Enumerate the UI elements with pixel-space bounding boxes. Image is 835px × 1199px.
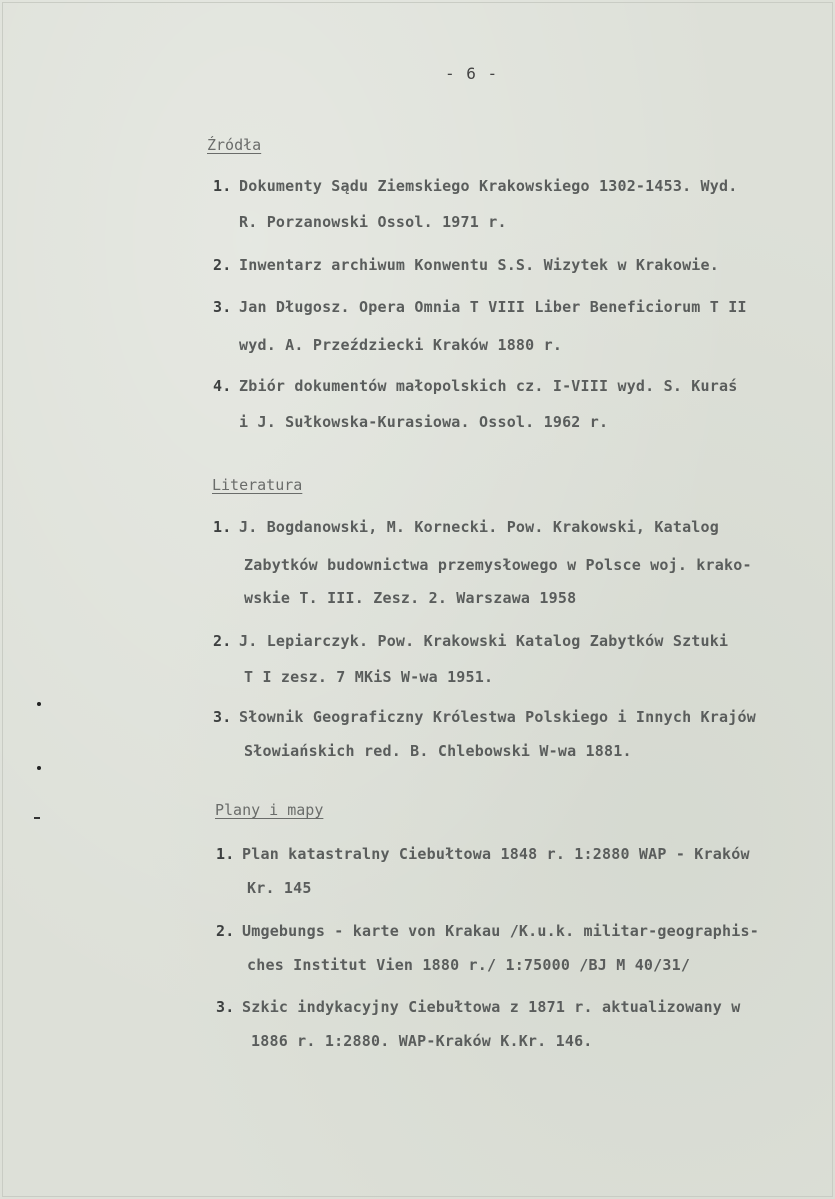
section-heading-maps: Plany i mapy (215, 801, 324, 819)
margin-dash (34, 817, 40, 819)
entry-number: 3. (216, 998, 235, 1016)
literature-entry-2-line-2: T I zesz. 7 MKiS W-wa 1951. (244, 668, 494, 686)
margin-dot (37, 766, 41, 770)
literature-entry-1-line-2: Zabytków budownictwa przemysłowego w Polsce woj. krako- (244, 556, 752, 574)
maps-entry-1-line-1: 1. Plan katastralny Ciebułtowa 1848 r. 1:2880 WAP - Kraków (216, 845, 750, 863)
literature-entry-2-line-1: 2. J. Lepiarczyk. Pow. Krakowski Katalog Zabytków Sztuki (213, 632, 729, 650)
section-heading-sources: Źródła (207, 136, 262, 154)
entry-number: 1. (216, 845, 235, 863)
entry-number: 2. (216, 922, 235, 940)
literature-entry-1-line-1: 1. J. Bogdanowski, M. Kornecki. Pow. Krakowski, Katalog (213, 518, 719, 536)
entry-number: 1. (213, 518, 232, 536)
maps-entry-1-line-2: Kr. 145 (247, 879, 312, 897)
sources-entry-1-line-1: 1. Dokumenty Sądu Ziemskiego Krakowskiego 1302-1453. Wyd. (213, 177, 738, 195)
maps-entry-2-line-1: 2. Umgebungs - karte von Krakau /K.u.k. militar-geographis- (216, 922, 759, 940)
entry-number: 3. (213, 298, 232, 316)
maps-entry-3-line-2: 1886 r. 1:2880. WAP-Kraków K.Kr. 146. (251, 1032, 593, 1050)
sources-entry-3-line-2: wyd. A. Przeździecki Kraków 1880 r. (239, 336, 563, 354)
sources-entry-2-line-1: 2. Inwentarz archiwum Konwentu S.S. Wizytek w Krakowie. (213, 256, 719, 274)
maps-entry-3-line-1: 3. Szkic indykacyjny Ciebułtowa z 1871 r. aktualizowany w (216, 998, 741, 1016)
entry-number: 4. (213, 377, 232, 395)
literature-entry-3-line-2: Słowiańskich red. B. Chlebowski W-wa 1881. (244, 742, 632, 760)
entry-number: 3. (213, 708, 232, 726)
literature-entry-1-line-3: wskie T. III. Zesz. 2. Warszawa 1958 (244, 589, 577, 607)
sources-entry-3-line-1: 3. Jan Długosz. Opera Omnia T VIII Liber Beneficiorum T II (213, 298, 747, 316)
sources-entry-1-line-2: R. Porzanowski Ossol. 1971 r. (239, 213, 507, 231)
entry-number: 1. (213, 177, 232, 195)
margin-dot (37, 702, 41, 706)
entry-number: 2. (213, 632, 232, 650)
entry-number: 2. (213, 256, 232, 274)
sources-entry-4-line-1: 4. Zbiór dokumentów małopolskich cz. I-VIII wyd. S. Kuraś (213, 377, 738, 395)
sources-entry-4-line-2: i J. Sułkowska-Kurasiowa. Ossol. 1962 r. (239, 413, 609, 431)
maps-entry-2-line-2: ches Institut Vien 1880 r./ 1:75000 /BJ M 40/31/ (247, 956, 691, 974)
literature-entry-3-line-1: 3. Słownik Geograficzny Królestwa Polskiego i Innych Krajów (213, 708, 756, 726)
page-number: - 6 - (445, 64, 499, 83)
section-heading-literature: Literatura (212, 476, 303, 494)
